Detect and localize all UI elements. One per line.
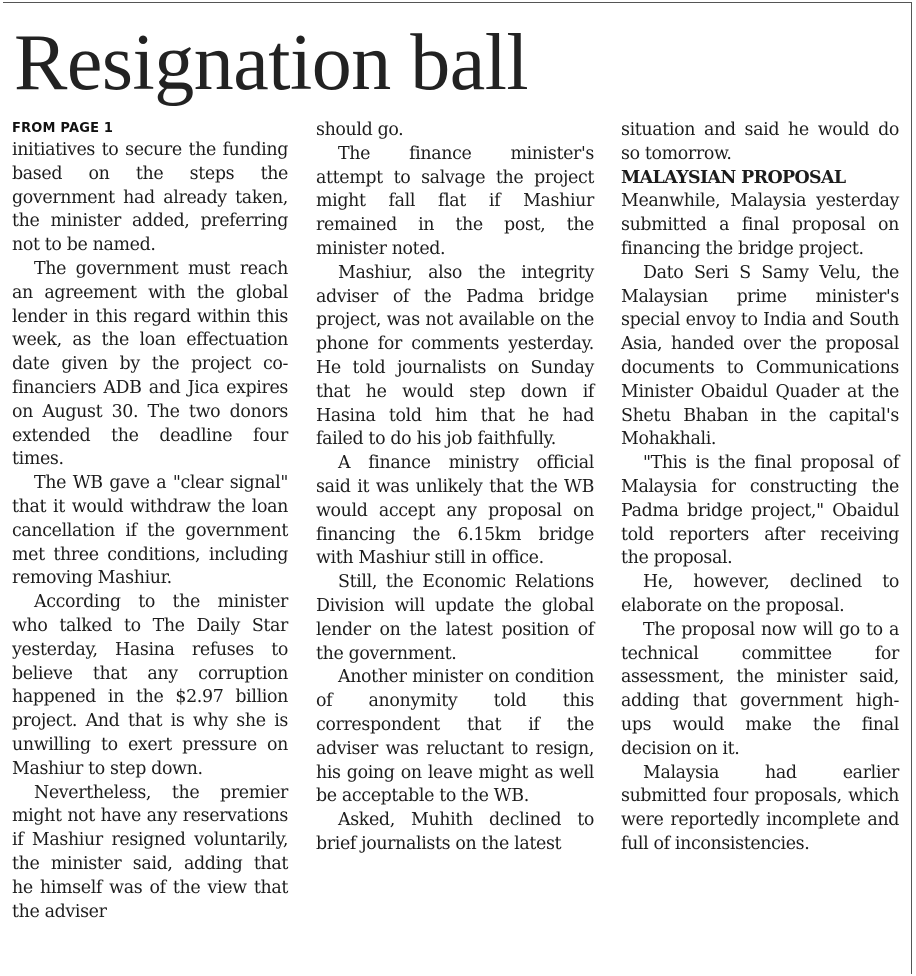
column-2	[316, 119, 594, 857]
from-page-kicker: FROM PAGE 1	[12, 121, 114, 136]
headline: Resignation ball	[14, 19, 529, 107]
paragraph: Mashiur, also the integrity adviser of the Padma bridge project, was not available on the phone for comments yesterday. He told journalists on Sunday that he would step down if Hasina told him that he had failed to do his job faithfully.	[316, 262, 594, 450]
paragraph: initiatives to secure the funding based on the steps the government had already taken, the minister added, preferring not to be named.	[12, 140, 288, 256]
paragraph: Malaysia had earlier submitted four proposals, which were reportedly incomplete and full of inconsistencies.	[621, 762, 899, 854]
column-1	[12, 120, 288, 924]
paragraph: should go.	[316, 120, 404, 140]
paragraph: Another minister on condition of anonymity told this correspondent that if the adviser was reluctant to resign, his going on leave might as well be acceptable to the WB.	[316, 667, 594, 807]
column-3	[621, 119, 899, 857]
paragraph: "This is the final proposal of Malaysia for constructing the Padma bridge project," Obaidul told reporters after receiving the proposal.	[621, 453, 899, 569]
paragraph: Meanwhile, Malaysia yesterday submitted a final proposal on financing the bridge project.	[621, 191, 899, 259]
paragraph: A finance ministry official said it was unlikely that the WB would accept any proposal on financing the 6.15km bridge with Mashiur still in office.	[316, 453, 594, 569]
paragraph: The government must reach an agreement with the global lender in this regard within this week, as the loan effectuation date given by the project co-financiers ADB and Jica expires on August 30. The two donors extended the deadline four times.	[12, 258, 288, 470]
paragraph: situation and said he would do so tomorrow.	[621, 120, 899, 164]
subheading: MALAYSIAN PROPOSAL	[621, 167, 846, 188]
paragraph: Still, the Economic Relations Division will update the global lender on the latest position of the government.	[316, 572, 594, 664]
paragraph: According to the minister who talked to The Daily Star yesterday, Hasina refuses to believe that any corruption happened in the $2.97 billion project. And that is why she is unwilling to exert pressure on Mashiur to step down.	[12, 592, 288, 779]
paragraph: Nevertheless, the premier might not have any reservations if Mashiur resigned voluntarily, the minister said, adding that he himself was of the view that the adviser	[12, 782, 288, 922]
paragraph: He, however, declined to elaborate on the proposal.	[621, 572, 899, 616]
paragraph: The finance minister's attempt to salvage the project might fall flat if Mashiur remained in the post, the minister noted.	[316, 143, 594, 259]
paragraph: Asked, Muhith declined to brief journalists on the latest	[316, 810, 594, 854]
paragraph: The proposal now will go to a technical committee for assessment, the minister said, adding that government high-ups would make the final decision on it.	[621, 619, 899, 759]
paragraph: Dato Seri S Samy Velu, the Malaysian prime minister's special envoy to India and South Asia, handed over the proposal documents to Communications Minister Obaidul Quader at the Shetu Bhaban in the capital's Mohakhali.	[621, 262, 899, 450]
paragraph: The WB gave a "clear signal" that it would withdraw the loan cancellation if the government met three conditions, including removing Mashiur.	[12, 473, 288, 589]
